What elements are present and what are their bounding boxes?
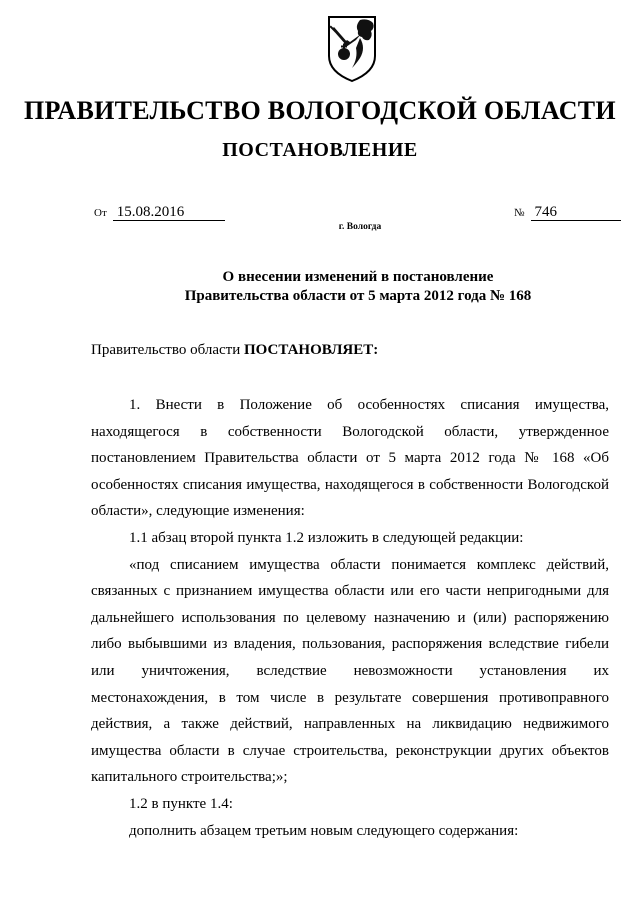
paragraph: «под списанием имущества области понимается комплекс действий, связанных с признанием имущества области или его части непригодными для дальнейшего использования по целевому назначению и (или) распоряжению либо выбывшими из владения, пользования, распоряжения вследствие гибели или уничтожения, вследствие невозможности установления их местонахождения, в том числе в результате совершения противоправного действия, а также действий, направленных на ликвидацию недвижимого имущества области в случае строительства, реконструкции других объектов капитального строительства;»;: [91, 556, 609, 786]
city-label: г. Вологда: [338, 222, 382, 232]
number-label: №: [514, 207, 525, 219]
date-label: От: [94, 207, 107, 219]
paragraph: дополнить абзацем третьим новым следующего содержания:: [129, 822, 519, 839]
decree-statement: [91, 342, 378, 359]
coat-of-arms-icon: [326, 14, 378, 84]
government-title: ПРАВИТЕЛЬСТВО ВОЛОГОДСКОЙ ОБЛАСТИ: [24, 96, 616, 125]
date-value: 15.08.2016: [113, 204, 225, 221]
date-block: [94, 204, 225, 221]
document-subject: [0, 268, 640, 306]
paragraph: 1.2 в пункте 1.4:: [129, 795, 233, 812]
subject-line-2: Правительства области от 5 марта 2012 года № 168: [184, 288, 532, 304]
subject-line-1: О внесении изменений в постановление: [222, 269, 494, 285]
number-value: 746: [531, 204, 621, 221]
document-type: ПОСТАНОВЛЕНИЕ: [222, 139, 418, 161]
decree-verb: ПОСТАНОВЛЯЕТ:: [243, 342, 379, 358]
paragraph: 1. Внести в Положение об особенностях списания имущества, находящегося в собственности Вологодской области, утвержденное постановлением Правительства области от 5 марта 2012 года № 168 «Об особенностях списания имущества, находящегося в собственности Вологодской области», следующие изменения:: [91, 397, 609, 520]
decree-prefix: Правительство области: [91, 342, 244, 358]
number-block: [514, 204, 621, 221]
document-body: [91, 392, 609, 844]
paragraph: 1.1 абзац второй пункта 1.2 изложить в следующей редакции:: [129, 529, 524, 546]
